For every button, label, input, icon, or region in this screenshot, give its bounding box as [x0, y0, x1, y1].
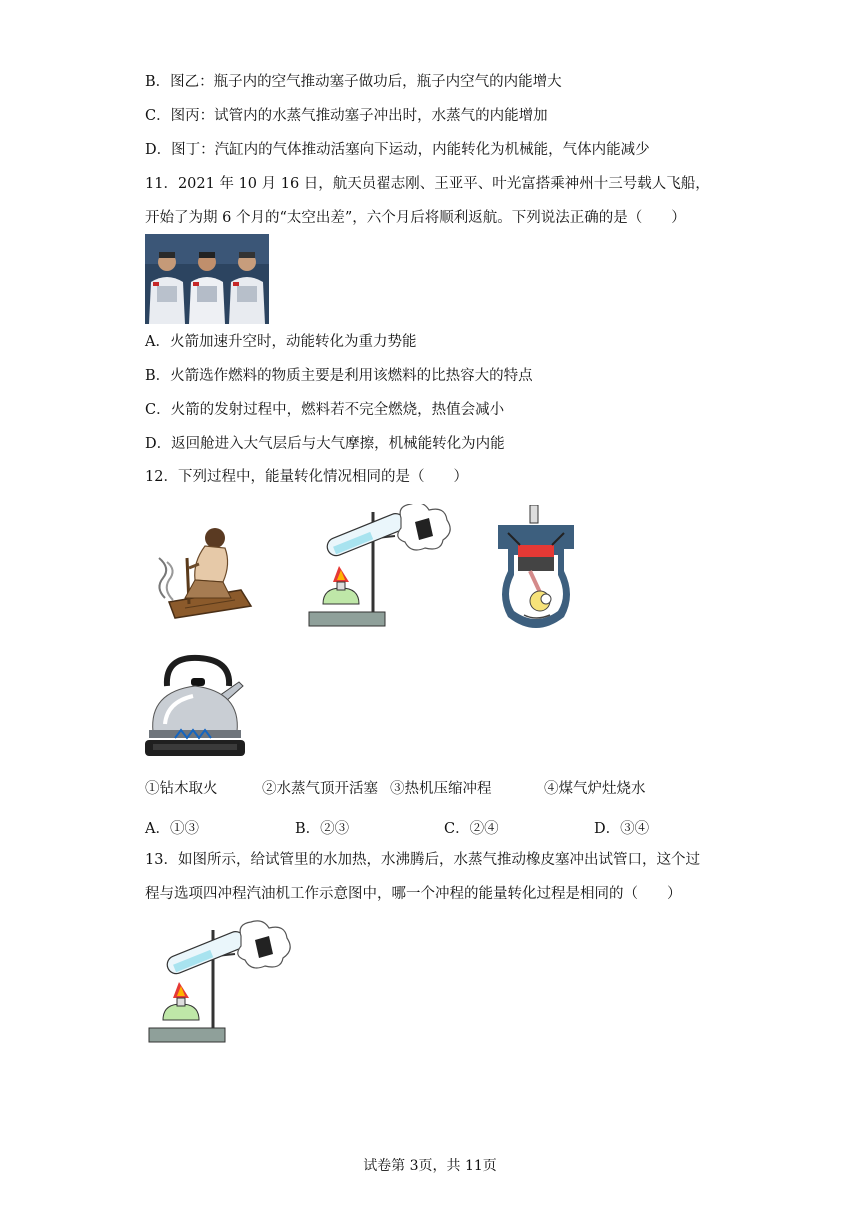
q12-option-c: C．②④: [444, 821, 499, 837]
q12-caption-1: ①钻木取火: [145, 781, 218, 797]
q11-option-d: D．返回舱进入大气层后与大气摩擦，机械能转化为内能: [145, 436, 505, 452]
q13-stem-line1: 13．如图所示，给试管里的水加热，水沸腾后，水蒸气推动橡皮塞冲出试管口，这个过: [145, 852, 700, 868]
q10-option-c: C．图丙：试管内的水蒸气推动塞子冲出时，水蒸气的内能增加: [145, 108, 548, 124]
q12-caption-3: ③热机压缩冲程: [390, 781, 492, 797]
q12-option-a: A．①③: [145, 821, 199, 837]
q11-option-c: C．火箭的发射过程中，燃料若不完全燃烧，热值会减小: [145, 402, 505, 418]
q12-stem: 12．下列过程中，能量转化情况相同的是（ ）: [145, 469, 468, 485]
steam-stopper-figure: [305, 504, 455, 634]
q13-stem-line2: 程与选项四冲程汽油机工作示意图中，哪一个冲程的能量转化过程是相同的（ ）: [145, 886, 682, 902]
q11-stem-line1: 11．2021 年 10 月 16 日，航天员翟志刚、王亚平、叶光富搭乘神州十三号载人飞船，: [145, 176, 710, 192]
engine-compression-figure: [494, 505, 578, 637]
q11-stem-line2: 开始了为期 6 个月的“太空出差”，六个月后将顺利返航。下列说法正确的是（ ）: [145, 210, 686, 226]
q10-option-b: B．图乙：瓶子内的空气推动塞子做功后，瓶子内空气的内能增大: [145, 74, 562, 90]
astronauts-photo: [145, 234, 269, 324]
fire-drilling-figure: [145, 518, 265, 622]
q12-caption-2: ②水蒸气顶开活塞: [262, 781, 378, 797]
q12-option-b: B．②③: [295, 821, 350, 837]
q12-option-d: D．③④: [594, 821, 650, 837]
page-footer: 试卷第 3页，共 11页: [363, 1158, 497, 1174]
kettle-stove-figure: [145, 652, 247, 760]
q12-caption-4: ④煤气炉灶烧水: [544, 781, 646, 797]
q13-steam-stopper-figure: [145, 918, 295, 1050]
q10-option-d: D．图丁：汽缸内的气体推动活塞向下运动，内能转化为机械能，气体内能减少: [145, 142, 650, 158]
q11-option-a: A．火箭加速升空时，动能转化为重力势能: [145, 334, 417, 350]
q11-option-b: B．火箭选作燃料的物质主要是利用该燃料的比热容大的特点: [145, 368, 533, 384]
